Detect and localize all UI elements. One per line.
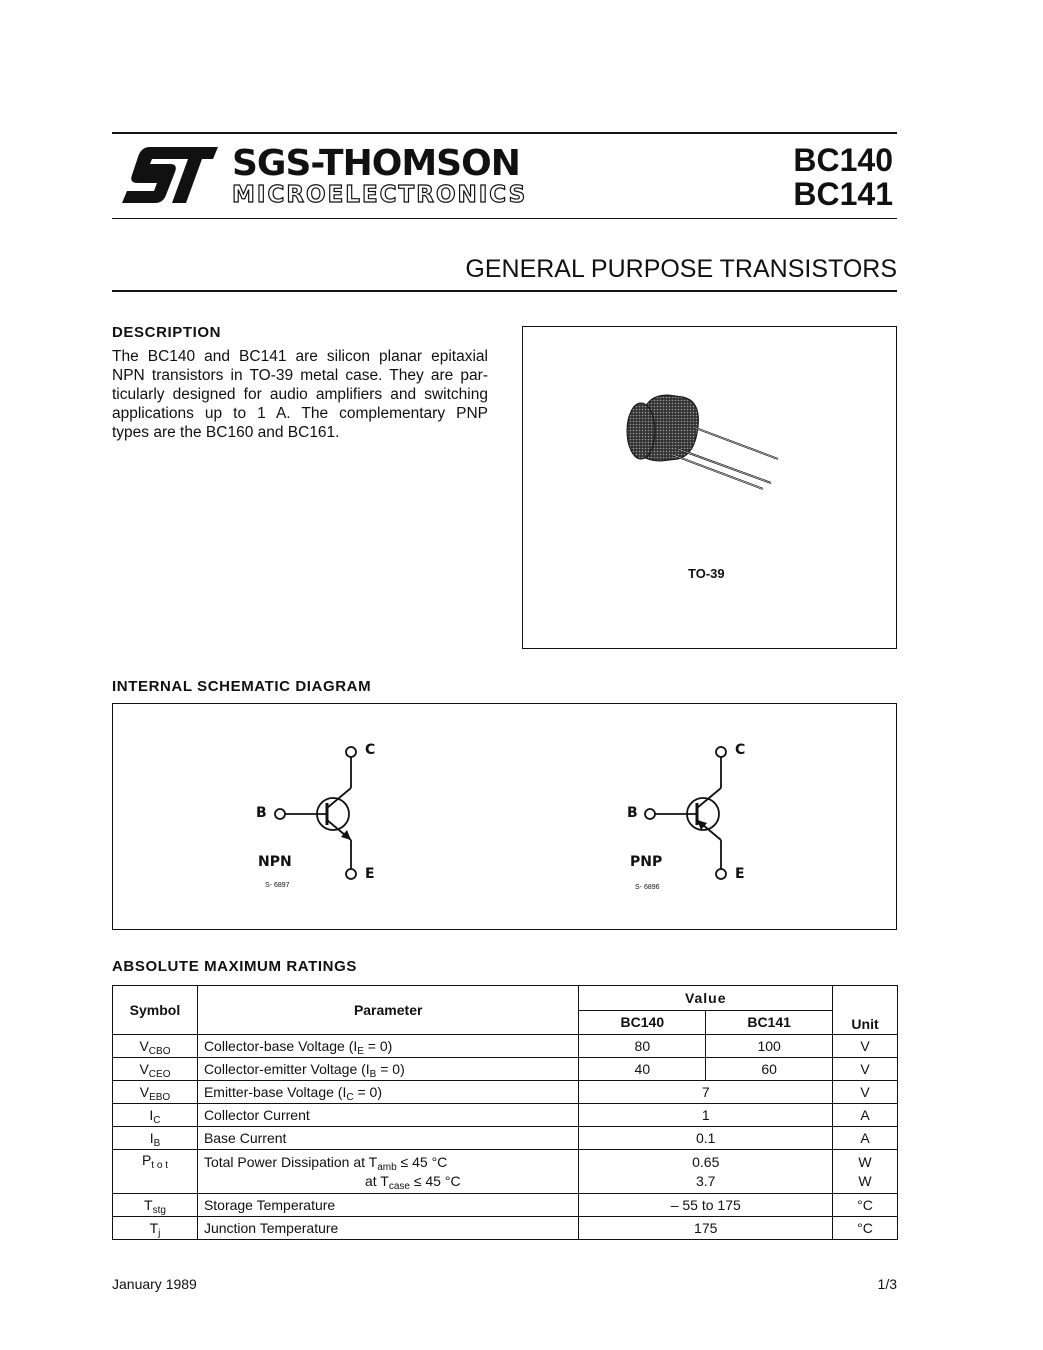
symbol-text: V bbox=[139, 1084, 150, 1100]
table-row bbox=[113, 1058, 898, 1081]
table-row bbox=[113, 1104, 898, 1127]
value-line: 3.7 bbox=[696, 1172, 716, 1189]
parameter-line bbox=[204, 1153, 573, 1172]
npn-emitter-label: E bbox=[365, 866, 375, 882]
table-row bbox=[113, 1035, 898, 1058]
st-logo-icon bbox=[120, 145, 220, 205]
parameter-header: Parameter bbox=[197, 986, 579, 1035]
unit-cell bbox=[833, 1150, 898, 1194]
ratings-table bbox=[112, 985, 898, 1240]
parameter-subscript: B bbox=[369, 1069, 377, 1080]
npn-type-label: NPN bbox=[258, 854, 292, 870]
symbol-header: Symbol bbox=[113, 986, 198, 1035]
parameter-cell: Storage Temperature bbox=[197, 1194, 579, 1217]
description-line: types are the BC160 and BC161. bbox=[112, 424, 340, 441]
pnp-collector-label: C bbox=[735, 742, 746, 758]
description-text bbox=[112, 347, 488, 442]
symbol-cell bbox=[113, 1217, 198, 1240]
value-cell: 175 bbox=[579, 1217, 833, 1240]
unit-cell: °C bbox=[833, 1194, 898, 1217]
to39-package-icon bbox=[623, 387, 783, 497]
bc140-value: 40 bbox=[579, 1058, 706, 1081]
description-line: ticularly designed for audio amplifiers and switching bbox=[112, 386, 488, 403]
parameter-text: Emitter-base Voltage (I bbox=[203, 1084, 347, 1100]
npn-figure-code: S- 6897 bbox=[265, 882, 290, 889]
symbol-cell bbox=[113, 1127, 198, 1150]
symbol-subscript: j bbox=[158, 1228, 161, 1239]
parameter-line bbox=[204, 1172, 573, 1191]
table-header-row bbox=[113, 986, 898, 1011]
unit-cell: °C bbox=[833, 1217, 898, 1240]
symbol-cell bbox=[113, 1150, 198, 1194]
parameter-text-tail: = 0) bbox=[376, 1061, 405, 1077]
top-rule bbox=[112, 132, 897, 134]
document-title: GENERAL PURPOSE TRANSISTORS bbox=[465, 255, 897, 283]
parameter-cell: Collector Current bbox=[197, 1104, 579, 1127]
table-row bbox=[113, 1081, 898, 1104]
parameter-cell: Junction Temperature bbox=[197, 1217, 579, 1240]
symbol-text: I bbox=[149, 1107, 154, 1123]
symbol-subscript: t o t bbox=[151, 1160, 168, 1171]
value-cell: 1 bbox=[579, 1104, 833, 1127]
bc140-value: 80 bbox=[579, 1035, 706, 1058]
symbol-text: V bbox=[139, 1038, 149, 1054]
symbol-subscript: CBO bbox=[148, 1046, 171, 1057]
symbol-subscript: CEO bbox=[148, 1069, 171, 1080]
description-line: The BC140 and BC141 are silicon planar epitaxial bbox=[112, 348, 488, 365]
value-cell bbox=[579, 1150, 833, 1194]
parameter-text: Collector-base Voltage (I bbox=[203, 1038, 358, 1054]
parameter-text: at T bbox=[364, 1172, 389, 1189]
parameter-cell bbox=[197, 1035, 579, 1058]
parameter-subscript: E bbox=[357, 1046, 364, 1057]
symbol-subscript: stg bbox=[152, 1205, 166, 1216]
header-rule bbox=[112, 218, 897, 219]
part-number-1: BC140 bbox=[793, 142, 893, 178]
unit-line: W bbox=[858, 1172, 872, 1189]
parameter-text-tail: = 0) bbox=[363, 1038, 393, 1054]
symbol-subscript: B bbox=[153, 1138, 161, 1149]
footer-date: January 1989 bbox=[112, 1276, 197, 1292]
company-name: SGS-THOMSON bbox=[232, 143, 520, 184]
table-row bbox=[113, 1217, 898, 1240]
value-line: 0.65 bbox=[692, 1153, 720, 1170]
title-rule bbox=[112, 290, 897, 292]
parameter-subscript: case bbox=[388, 1180, 410, 1192]
ratings-heading: ABSOLUTE MAXIMUM RATINGS bbox=[112, 958, 357, 975]
value-cell: – 55 to 175 bbox=[579, 1194, 833, 1217]
package-label: TO-39 bbox=[688, 566, 725, 581]
symbol-cell bbox=[113, 1104, 198, 1127]
symbol-text: I bbox=[149, 1130, 154, 1146]
npn-base-label: B bbox=[256, 805, 267, 821]
value-header: Value bbox=[579, 986, 833, 1011]
parameter-cell bbox=[197, 1081, 579, 1104]
part-number-2: BC141 bbox=[793, 176, 893, 212]
parameter-subscript: amb bbox=[377, 1161, 397, 1173]
table-row bbox=[113, 1194, 898, 1217]
symbol-text: V bbox=[139, 1061, 149, 1077]
symbol-subscript: C bbox=[153, 1115, 161, 1126]
bc141-value: 60 bbox=[706, 1058, 833, 1081]
parameter-subscript: C bbox=[346, 1092, 354, 1103]
bc141-header: BC141 bbox=[706, 1010, 833, 1035]
symbol-text: T bbox=[144, 1197, 153, 1213]
unit-header: Unit bbox=[851, 1016, 879, 1032]
table-row bbox=[113, 1127, 898, 1150]
division-name: MICROELECTRONICS bbox=[232, 182, 528, 208]
description-line: NPN transistors in TO-39 metal case. They are par- bbox=[112, 367, 488, 384]
parameter-cell bbox=[197, 1058, 579, 1081]
parameter-text: Collector-emitter Voltage (I bbox=[203, 1061, 370, 1077]
description-line: applications up to 1 A. The complementary PNP bbox=[112, 405, 488, 422]
parameter-text: Total Power Dissipation at T bbox=[203, 1153, 378, 1170]
parameter-text-tail: ≤ 45 °C bbox=[396, 1153, 448, 1170]
symbol-text: T bbox=[149, 1220, 159, 1236]
symbol-cell bbox=[113, 1058, 198, 1081]
pnp-type-label: PNP bbox=[630, 854, 663, 870]
value-cell: 7 bbox=[579, 1081, 833, 1104]
unit-cell: V bbox=[833, 1081, 898, 1104]
symbol-cell bbox=[113, 1081, 198, 1104]
package-box bbox=[522, 326, 897, 649]
parameter-cell: Base Current bbox=[197, 1127, 579, 1150]
pnp-base-label: B bbox=[627, 805, 638, 821]
bc141-value: 100 bbox=[706, 1035, 833, 1058]
unit-cell: A bbox=[833, 1104, 898, 1127]
pnp-emitter-label: E bbox=[735, 866, 745, 882]
symbol-subscript: EBO bbox=[149, 1092, 171, 1103]
description-heading: DESCRIPTION bbox=[112, 324, 222, 341]
parameter-cell bbox=[197, 1150, 579, 1194]
schematic-box bbox=[112, 703, 897, 930]
parameter-text-tail: ≤ 45 °C bbox=[409, 1172, 461, 1189]
unit-header-cell bbox=[833, 986, 898, 1035]
unit-line: W bbox=[858, 1153, 872, 1170]
value-cell: 0.1 bbox=[579, 1127, 833, 1150]
npn-collector-label: C bbox=[365, 742, 376, 758]
parameter-text-tail: = 0) bbox=[353, 1084, 382, 1100]
symbol-cell bbox=[113, 1194, 198, 1217]
footer-page-number: 1/3 bbox=[877, 1276, 897, 1292]
unit-cell: V bbox=[833, 1058, 898, 1081]
unit-cell: V bbox=[833, 1035, 898, 1058]
symbol-text: P bbox=[141, 1152, 152, 1168]
symbol-cell bbox=[113, 1035, 198, 1058]
bc140-header: BC140 bbox=[579, 1010, 706, 1035]
unit-cell: A bbox=[833, 1127, 898, 1150]
schematic-heading: INTERNAL SCHEMATIC DIAGRAM bbox=[112, 678, 372, 695]
table-row bbox=[113, 1150, 898, 1194]
pnp-figure-code: S- 6896 bbox=[635, 884, 660, 891]
